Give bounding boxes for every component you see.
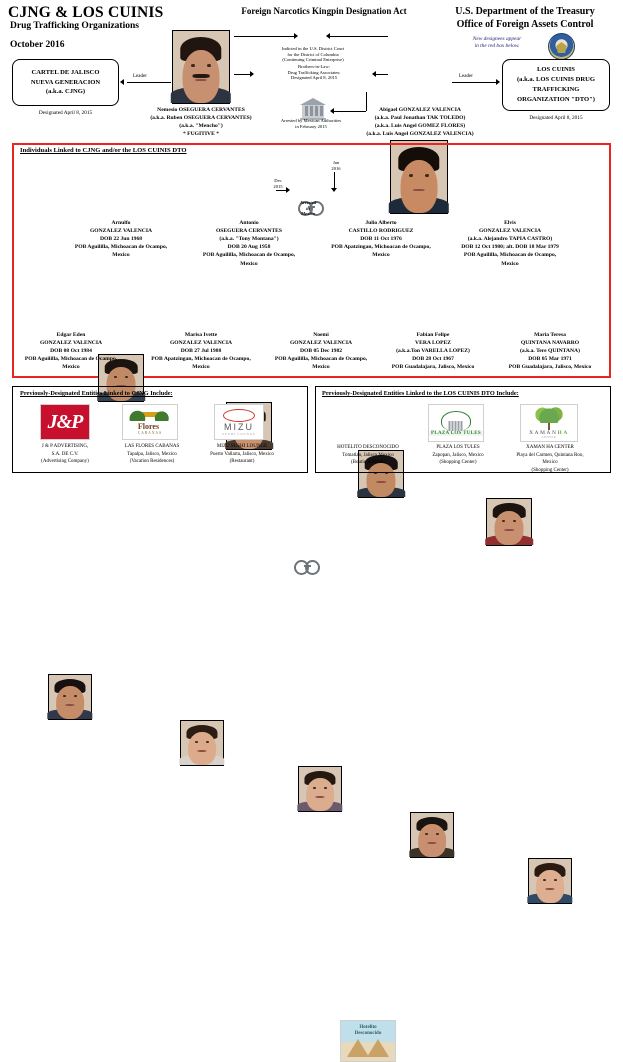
relation-arrow-left bbox=[250, 71, 254, 77]
entity-line2: S.A. DE C.V. bbox=[51, 451, 79, 457]
plaza-wordmark: PLAZA LOS TULES bbox=[431, 430, 481, 436]
dob: DOB 11 Oct 1976 bbox=[360, 236, 402, 243]
plaza-tree-art bbox=[441, 411, 471, 431]
entity-name: J & P ADVERTISING, bbox=[41, 444, 89, 449]
cuinis-designated-date: Designated April 8, 2015 bbox=[529, 115, 583, 121]
note-line2: in the red box below. bbox=[474, 43, 520, 50]
pob-line1: POB Aguililla, Michoacan de Ocampo, bbox=[274, 356, 368, 363]
individual-caption bbox=[184, 219, 314, 268]
relation-line1: Brothers-in-Law; bbox=[298, 64, 330, 69]
court-connector-right bbox=[330, 36, 388, 37]
dob: DOB 27 Jul 1988 bbox=[180, 348, 222, 355]
fabian-felipe-vera-lopez-photo bbox=[410, 812, 454, 858]
entity-line3: (Shopping Center) bbox=[439, 460, 477, 465]
first-name: Marisa Ivette bbox=[184, 332, 218, 338]
pob-line1: POB Guadalajara, Jalisco, Mexico bbox=[391, 364, 475, 371]
entity-line2: Zapopan, Jalisco, Mexico bbox=[432, 452, 484, 458]
marisa-ivette-gonzalez-valencia-photo bbox=[180, 720, 224, 766]
aka: (a.k.a. Tere QUINTANA) bbox=[520, 348, 580, 355]
dob: DOB 05 Mar 1971 bbox=[528, 356, 572, 363]
xaman-trunk bbox=[548, 423, 550, 430]
first-name: Julio Alberto bbox=[365, 220, 397, 226]
last-name: OSEGUERA CERVANTES bbox=[215, 228, 283, 235]
relation-note bbox=[256, 64, 372, 81]
leader-label-left: Leader bbox=[133, 74, 147, 79]
page-date: October 2016 bbox=[10, 40, 65, 50]
cuinis-name-line3: TRAFFICKING bbox=[532, 86, 580, 93]
abigael-aka1: (a.k.a. Paul Jonathan TAK TOLEDO) bbox=[374, 115, 466, 122]
handcuffs-icon-red-box bbox=[294, 559, 320, 573]
pob-line2: Mexico bbox=[372, 252, 390, 259]
individual-caption bbox=[314, 219, 448, 260]
first-name: Antonio bbox=[239, 220, 259, 226]
mizu-subtext: SUSHI LOUNGE bbox=[222, 431, 256, 436]
page-subtitle: Drug Trafficking Organizations bbox=[10, 21, 139, 31]
nemesio-caption bbox=[140, 106, 262, 138]
date-left-line2: 2015 bbox=[273, 183, 283, 189]
dob: DOB 05 Dec 1982 bbox=[299, 348, 343, 355]
dob: DOB 12 Oct 1980; alt. DOB 18 Mar 1979 bbox=[461, 244, 559, 251]
maria-teresa-quintana-navarro-photo bbox=[528, 858, 572, 904]
abigael-name: Abigael GONZALEZ VALENCIA bbox=[379, 107, 461, 113]
dob: DOB 08 Oct 1984 bbox=[50, 348, 92, 355]
leader-arrow-left bbox=[120, 79, 124, 85]
court-line3: (Continuing Criminal Enterprise) bbox=[282, 57, 344, 62]
court-line1: Indicted in the U.S. District Court bbox=[281, 46, 345, 51]
pob-line2: Mexico bbox=[312, 364, 330, 371]
pob-line1: POB Aguililla, Michoacan de Ocampo, bbox=[202, 252, 296, 259]
entity-name: XAMAN HA CENTER bbox=[526, 445, 574, 450]
xaman-ha-center-logo bbox=[520, 404, 578, 442]
court-line2: for the District of Columbia bbox=[287, 51, 339, 57]
arrest-line1: Arrested by Mexican Authorities bbox=[280, 118, 342, 123]
page-title: CJNG & LOS CUINIS bbox=[8, 4, 164, 21]
individual-caption bbox=[376, 331, 490, 372]
last-name: GONZALEZ VALENCIA bbox=[289, 340, 353, 347]
cuinis-name-line1: LOS CUINIS bbox=[537, 66, 575, 74]
entity-name: MIZU SUSHI LOUNGE bbox=[216, 444, 268, 449]
arrested-line2: in bbox=[306, 205, 310, 211]
date-right-line2: 2016 bbox=[331, 165, 341, 171]
red-box-title: Individuals Linked to CJNG and/or the LOS CUINIS DTO bbox=[20, 147, 187, 154]
nemesio-name: Nemesio OSEGUERA CERVANTES bbox=[157, 107, 245, 113]
entity-name: PLAZA LOS TULES bbox=[436, 445, 480, 450]
pob-line1: POB Aguililla, Michoacan de Ocampo, bbox=[24, 356, 118, 363]
hotelito-hut-left bbox=[347, 1039, 369, 1057]
cjng-entities-title: Previously-Designated Entities Linked to CJNG Include: bbox=[20, 390, 173, 397]
cjng-designated-date: Designated April 8, 2015 bbox=[38, 110, 93, 116]
relation-arrow-right bbox=[372, 71, 376, 77]
individual-caption bbox=[136, 331, 266, 372]
arrest-date-right bbox=[326, 160, 346, 171]
pob-line2: Mexico bbox=[192, 364, 210, 371]
leader-arrow-right bbox=[496, 79, 500, 85]
relation-connector-right bbox=[376, 74, 388, 75]
last-name: QUINTANA NAVARRO bbox=[520, 340, 580, 347]
first-name: Maria Teresa bbox=[534, 332, 566, 338]
elvis-gonzalez-valencia-photo bbox=[486, 498, 532, 546]
last-name: GONZALEZ VALENCIA bbox=[478, 228, 542, 235]
nemesio-status: * FUGITIVE * bbox=[182, 131, 220, 138]
mizu-wordmark: MIZU bbox=[224, 421, 254, 432]
first-name: Edgar Eden bbox=[56, 332, 86, 338]
arrest-line2: in February 2015 bbox=[295, 123, 327, 129]
abigael-caption bbox=[358, 106, 482, 138]
arrest-date-left bbox=[268, 178, 288, 189]
ofac-seal-icon bbox=[548, 33, 575, 60]
individual-caption bbox=[58, 219, 184, 260]
j-and-p-caption bbox=[22, 443, 108, 466]
hotelito-hut-right bbox=[367, 1039, 389, 1057]
last-name: GONZALEZ VALENCIA bbox=[39, 340, 103, 347]
new-designees-note bbox=[452, 36, 542, 51]
arrested-line3: Mexico bbox=[300, 211, 316, 216]
date-left-line1: Dec bbox=[274, 178, 282, 183]
xaman-tree-art bbox=[534, 407, 564, 423]
aka: (a.k.a.Ton VARELLA LOPEZ) bbox=[396, 348, 470, 355]
pob-line1: POB Apatzingan, Michoacan de Ocampo, bbox=[331, 244, 431, 251]
hotelito-caption bbox=[320, 444, 416, 467]
court-arrow-right bbox=[326, 33, 330, 39]
entity-name: LAS FLORES CABANAS bbox=[124, 444, 180, 449]
cuinis-name-line2: (a.k.a. LOS CUINIS DRUG bbox=[516, 76, 596, 84]
cjng-name-line1: CARTEL DE JALISCO bbox=[31, 68, 100, 76]
last-name: GONZALEZ VALENCIA bbox=[169, 340, 233, 347]
hotelito-wordmark: Hotelito Desconocido bbox=[354, 1025, 382, 1036]
individual-caption bbox=[440, 219, 580, 268]
mizu-ring bbox=[223, 409, 255, 422]
aka: (a.k.a. Alejandro TAPIA CASTRO) bbox=[467, 236, 553, 243]
arrest-arrow-a bbox=[286, 187, 290, 193]
cjng-name-line2: NUEVA GENERACION bbox=[30, 78, 101, 86]
first-name: Elvis bbox=[504, 220, 516, 226]
first-name: Arnulfo bbox=[111, 220, 131, 226]
entity-line3: (Advertising Company) bbox=[41, 459, 89, 464]
individual-caption bbox=[14, 331, 128, 372]
court-indictment-note bbox=[252, 46, 374, 63]
pob-line2: Mexico bbox=[501, 260, 519, 267]
individual-caption bbox=[490, 331, 610, 372]
last-name: VERA LOPEZ bbox=[415, 340, 451, 347]
nemesio-oseguera-cervantes-photo bbox=[172, 30, 230, 104]
relation-connector-left bbox=[234, 74, 250, 75]
hotelito-desconocido-logo bbox=[340, 1020, 396, 1062]
cuinis-name-line4: ORGANIZATION "DTO") bbox=[517, 95, 595, 103]
edgar-eden-gonzalez-valencia-photo bbox=[48, 674, 92, 720]
leader-label-right: Leader bbox=[459, 74, 473, 79]
nemesio-aka1: (a.k.a. Ruben OSEGUERA CERVANTES) bbox=[150, 115, 252, 122]
first-name: Fabian Felipe bbox=[416, 332, 450, 338]
pob-line2: Mexico bbox=[112, 252, 130, 259]
pob-line2: Mexico bbox=[62, 364, 80, 371]
entity-line2: Tapalpa, Jalisco, Mexico bbox=[127, 451, 177, 457]
entity-line4: (Shopping Center) bbox=[531, 467, 569, 473]
entity-line3: (Vacation Residences) bbox=[129, 459, 175, 464]
pob-line2: Mexico bbox=[240, 260, 258, 267]
las-flores-cabanas-logo bbox=[122, 404, 178, 440]
last-name: CASTILLO RODRIGUEZ bbox=[348, 228, 414, 235]
los-cuinis-org-box bbox=[502, 59, 610, 111]
abigael-aka2: (a.k.a. Luis Angel GOMEZ FLORES) bbox=[374, 123, 466, 130]
arrested-line1: Arrested bbox=[299, 200, 317, 205]
leader-connector-left bbox=[127, 82, 171, 83]
entity-name: HOTELITO DESCONOCIDO bbox=[337, 445, 399, 450]
date-right-line1: Jan bbox=[332, 160, 340, 165]
arrested-in-mexico-note bbox=[286, 200, 330, 217]
pob-line1: POB Aguililla, Michoacan de Ocampo, bbox=[463, 252, 557, 259]
xaman-subtext: CENTER bbox=[541, 436, 557, 439]
leader-connector-right bbox=[452, 82, 496, 83]
mizu-sushi-lounge-logo bbox=[214, 404, 264, 440]
agency-title-line2: Office of Foreign Assets Control bbox=[456, 18, 594, 30]
xaman-wordmark: XAMANHA bbox=[529, 430, 569, 436]
aka: (a.k.a. "Tony Montana") bbox=[219, 236, 279, 243]
entity-line2: Playa del Carmen, Quintana Roo, bbox=[516, 452, 584, 458]
nemesio-aka2: (a.k.a. "Mencho") bbox=[179, 123, 223, 130]
arrest-connector-a bbox=[276, 190, 286, 191]
j-and-p-advertising-logo: J&P bbox=[40, 404, 90, 440]
abigael-aka3: (a.k.a. Luis Angel GONZALEZ VALENCIA) bbox=[366, 131, 474, 138]
note-line1: New designees appear bbox=[472, 36, 522, 42]
las-flores-caption bbox=[106, 443, 198, 466]
agency-title bbox=[430, 6, 620, 31]
dob: DOB 22 Jun 1968 bbox=[99, 236, 143, 243]
cjng-name-line3: (a.k.a. CJNG) bbox=[45, 88, 86, 96]
dob: DOB 28 Oct 1967 bbox=[412, 356, 454, 363]
arrest-arrow-b bbox=[331, 188, 337, 192]
arrest-arrow bbox=[330, 108, 334, 114]
kingpin-act-title: Foreign Narcotics Kingpin Designation Act bbox=[241, 6, 407, 16]
relation-line3: Designated April 8, 2015 bbox=[290, 75, 338, 80]
dob: DOB 20 Aug 1958 bbox=[227, 244, 271, 251]
las-flores-wordmark: Flores CABANAS bbox=[137, 422, 163, 435]
first-name: Noemi bbox=[313, 332, 329, 338]
entity-line2: Puerto Vallarta, Jalisco, Mexico bbox=[210, 451, 274, 457]
court-arrow-left bbox=[294, 33, 298, 39]
relation-line2: Drug Trafficking Associates; bbox=[287, 69, 341, 75]
entity-line2: Tomatlan, Jalisco Mexico bbox=[342, 452, 394, 458]
arrest-note bbox=[252, 118, 370, 129]
entity-line3: Mexico bbox=[542, 460, 558, 465]
agency-title-line1: U.S. Department of the Treasury bbox=[455, 6, 595, 17]
courthouse-icon bbox=[300, 98, 326, 120]
pob-line1: POB Apatzingan, Michoacan de Ocampo, bbox=[151, 356, 251, 363]
las-flores-art bbox=[129, 409, 171, 421]
court-connector-left bbox=[234, 36, 294, 37]
pob-line1: POB Aguililla, Michoacan de Ocampo, bbox=[74, 244, 168, 251]
entity-line3: (Boutique Hotel) bbox=[350, 460, 386, 465]
xaman-caption bbox=[502, 444, 598, 474]
plaza-los-tules-logo bbox=[428, 404, 484, 442]
individual-caption bbox=[258, 331, 384, 372]
cjng-org-box bbox=[12, 59, 119, 106]
cuinis-entities-title: Previously-Designated Entities Linked to the LOS CUINIS DTO Include: bbox=[322, 390, 519, 397]
entity-line3: (Restaurant) bbox=[229, 459, 255, 464]
last-name: GONZALEZ VALENCIA bbox=[89, 228, 153, 235]
pob-line1: POB Guadalajara, Jalisco, Mexico bbox=[508, 364, 592, 371]
plaza-caption bbox=[414, 444, 502, 467]
mizu-caption bbox=[194, 443, 290, 466]
noemi-gonzalez-valencia-photo bbox=[298, 766, 342, 812]
arrest-connector-b bbox=[334, 172, 335, 188]
